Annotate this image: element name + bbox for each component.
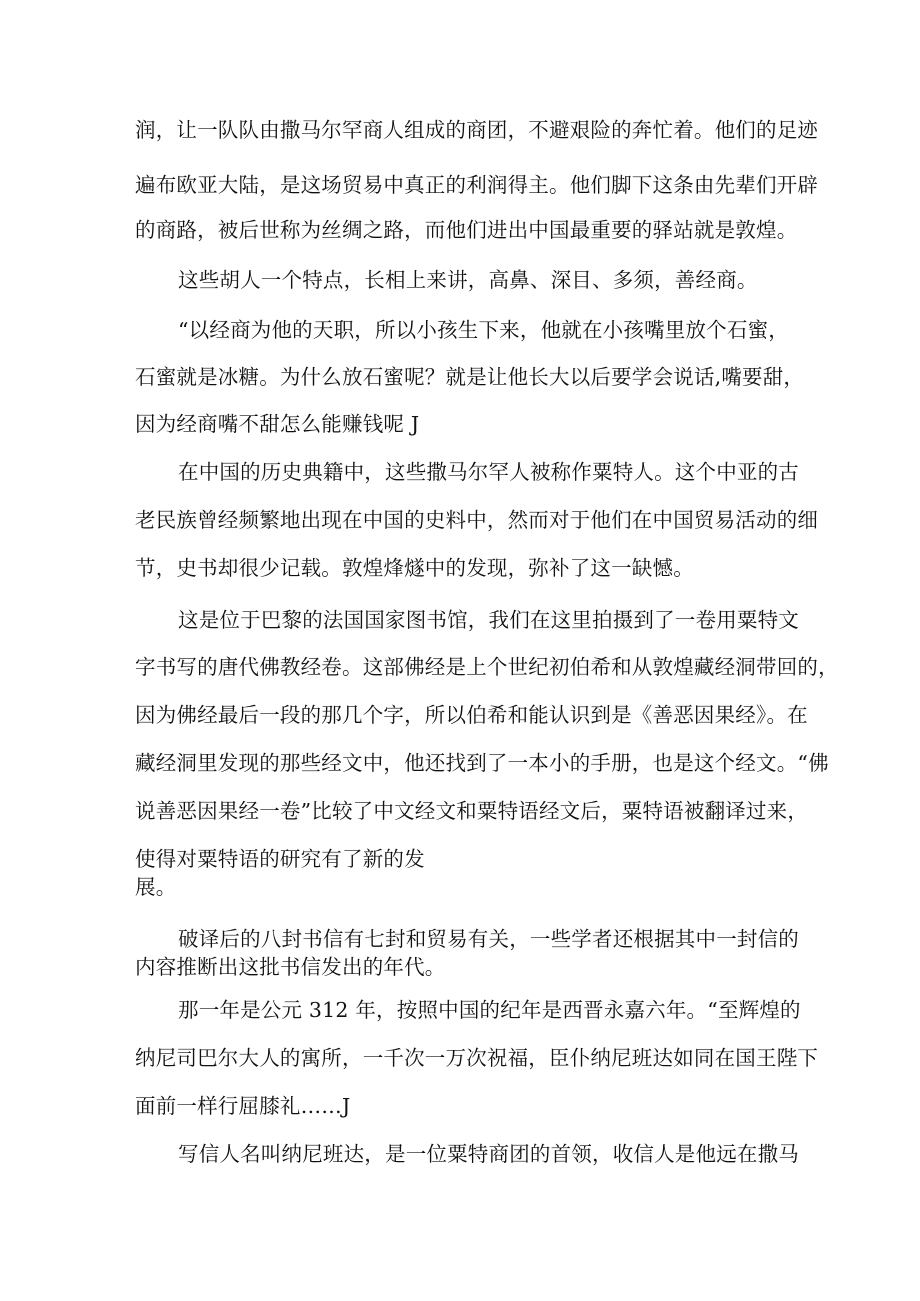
text-line: 这些胡人一个特点，长相上来讲，高鼻、深目、多须，善经商。 bbox=[178, 268, 758, 292]
text-line: 这是位于巴黎的法国国家图书馆，我们在这里拍摄到了一卷用粟特文 bbox=[178, 608, 799, 632]
text-line: 写信人名叫纳尼班达，是一位粟特商团的首领，收信人是他远在撒马 bbox=[178, 1142, 799, 1166]
text-line: 面前一样行屈膝礼……J bbox=[135, 1094, 351, 1118]
text-line: 润，让一队队由撒马尔罕商人组成的商团，不避艰险的奔忙着。他们的足迹 bbox=[135, 118, 819, 142]
text-line: 在中国的历史典籍中，这些撒马尔罕人被称作粟特人。这个中亚的古 bbox=[178, 460, 799, 484]
text-line: 破译后的八封书信有七封和贸易有关，一些学者还根据其中一封信的 bbox=[178, 927, 799, 951]
text-line: 使得对粟特语的研究有了新的发 bbox=[135, 847, 425, 871]
text-line: 说善恶因果经一卷”比较了中文经文和粟特语经文后，粟特语被翻译过来， bbox=[135, 799, 809, 823]
text-line: 老民族曾经频繁地出现在中国的史料中，然而对于他们在中国贸易活动的细 bbox=[135, 508, 819, 532]
text-line: 内容推断出这批书信发出的年代。 bbox=[135, 955, 446, 979]
text-line: 因为经商嘴不甜怎么能赚钱呢 J bbox=[135, 412, 420, 436]
text-line: 石蜜就是冰糖。为什么放石蜜呢？就是让他长大以后要学会说话,嘴要甜， bbox=[135, 365, 805, 389]
text-line: 纳尼司巴尔大人的寓所，一千次一万次祝福，臣仆纳尼班达如同在国王陛下 bbox=[135, 1046, 819, 1070]
text-line: 字书写的唐代佛教经卷。这部佛经是上个世纪初伯希和从敦煌藏经洞带回的， bbox=[135, 655, 839, 679]
text-line: 因为佛经最后一段的那几个字，所以伯希和能认识到是《善恶因果经》。在 bbox=[135, 703, 808, 727]
text-line: 的商路，被后世称为丝绸之路，而他们进出中国最重要的驿站就是敦煌。 bbox=[135, 218, 798, 242]
text-line: 节，史书却很少记载。敦煌烽燧中的发现，弥补了这一缺憾。 bbox=[135, 556, 694, 580]
text-line: “以经商为他的天职，所以小孩生下来，他就在小孩嘴里放个石蜜， bbox=[178, 318, 789, 342]
text-line: 藏经洞里发现的那些经文中，他还找到了一本小的手册，也是这个经文。“佛 bbox=[135, 751, 829, 775]
text-line: 遍布欧亚大陆，是这场贸易中真正的利润得主。他们脚下这条由先辈们开辟 bbox=[135, 173, 819, 197]
text-line: 展。 bbox=[135, 875, 177, 899]
text-line: 那一年是公元 312 年，按照中国的纪年是西晋永嘉六年。“至辉煌的 bbox=[178, 998, 801, 1022]
